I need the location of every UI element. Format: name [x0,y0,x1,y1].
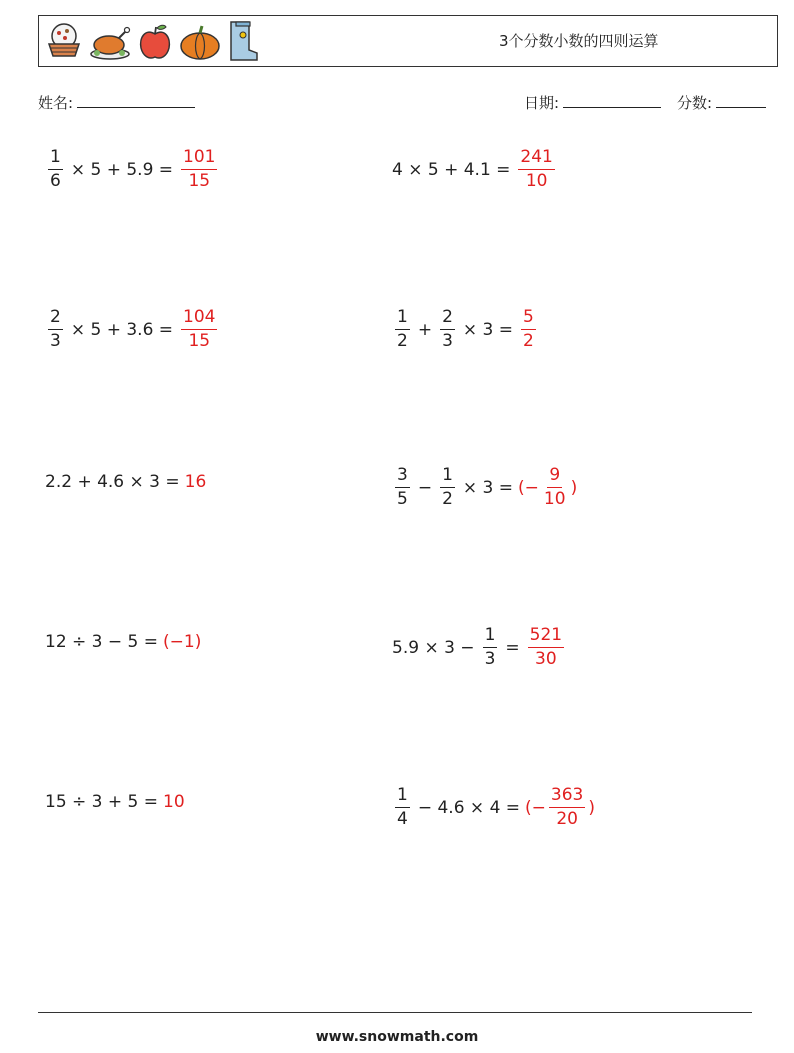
expression-text: × 5 + 3.6 = [70,319,174,340]
name-field [38,92,195,113]
expression-text: × 5 + 5.9 = [70,159,174,180]
pumpkin-icon [179,22,221,62]
expression-text: × 3 = [462,319,514,340]
operator: − [417,477,433,498]
problem-8 [392,626,567,669]
expression-text: 4 × 5 + 4.1 = [392,159,511,180]
name-label: 姓名: [38,94,74,112]
name-blank[interactable] [77,92,195,108]
boot-icon [227,20,261,64]
problem-1 [45,148,220,191]
date-field [524,92,661,113]
answer: $\frac{104}{15}$ [183,307,216,351]
expression-text: 12 ÷ 3 − 5 = [45,632,159,652]
operator: + [417,319,433,340]
roast-chicken-icon [89,22,131,62]
answer: (−1) [163,632,202,652]
fraction: $\frac{3}{5}$ [397,465,408,509]
problem-6 [392,466,577,509]
date-blank[interactable] [563,92,661,108]
worksheet-title: 3个分数小数的四则运算 [499,32,659,50]
problem-10 [392,786,595,829]
problem-2 [392,148,558,191]
problem-9 [45,792,185,812]
answer: $\frac{5}{2}$ [523,307,534,351]
problem-7 [45,632,201,652]
answer: (− $\frac{363}{20}$ ) [525,785,596,829]
footer-url[interactable]: www.snowmath.com [315,1029,479,1045]
fraction: $\frac{1}{4}$ [397,785,408,829]
icon-strip [45,20,261,64]
answer: $\frac{241}{10}$ [520,147,553,191]
problem-3 [45,308,220,351]
answer: 16 [184,472,207,492]
score-blank[interactable] [716,92,766,108]
expression-text: − 4.6 × 4 = [417,797,521,818]
answer: $\frac{521}{30}$ [529,625,563,669]
fraction: $\frac{1}{6}$ [50,147,61,191]
fraction: $\frac{1}{2}$ [442,465,453,509]
footer-divider [38,1012,752,1013]
expression-text: 15 ÷ 3 + 5 = [45,792,159,812]
score-label: 分数: [677,94,713,112]
fraction: $\frac{1}{3}$ [484,625,496,669]
fraction: $\frac{2}{3}$ [442,307,453,351]
apple-icon [137,22,173,62]
fraction: $\frac{1}{2}$ [397,307,408,351]
fraction: $\frac{2}{3}$ [50,307,61,351]
problem-4 [392,308,539,351]
date-label: 日期: [524,94,560,112]
header-box [38,15,778,67]
score-field [677,92,766,113]
bowl-icon [45,22,83,62]
expression-text: 5.9 × 3 − [392,637,475,658]
answer: 10 [163,792,185,812]
expression-text: × 3 = [462,477,514,498]
problem-5 [45,472,206,492]
answer: $\frac{101}{15}$ [183,147,216,191]
answer: (− $\frac{9}{10}$ ) [518,465,578,509]
expression-text: = [505,637,520,658]
expression-text: 2.2 + 4.6 × 3 = [45,472,180,492]
